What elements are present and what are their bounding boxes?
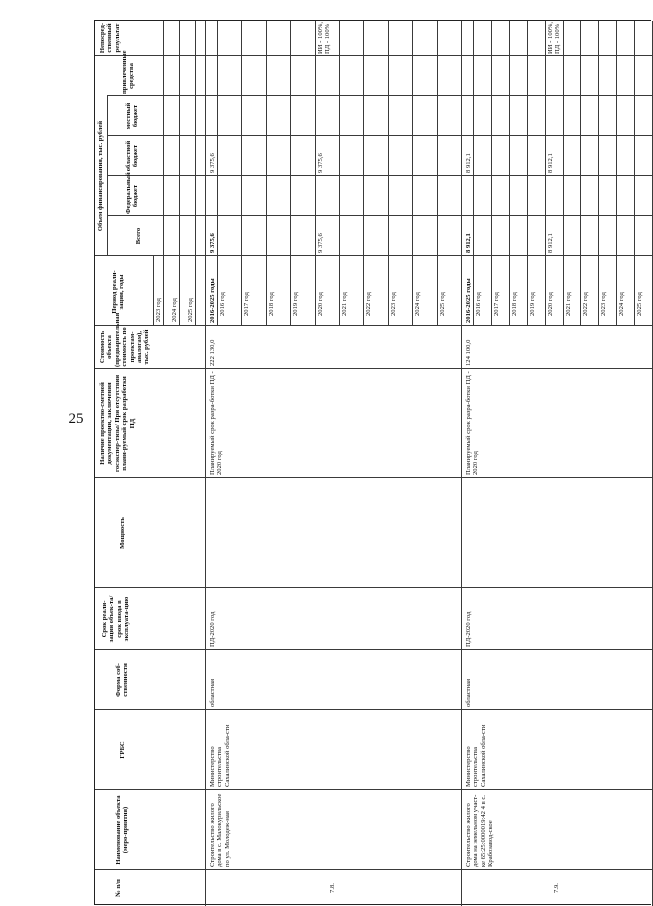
funding-column-line bbox=[107, 215, 652, 216]
year-label: 2018 год bbox=[510, 292, 518, 316]
year-row-line bbox=[634, 21, 635, 326]
result-value: ИИ - 100%, ПД - 100% bbox=[316, 21, 331, 54]
regional-value: 9 375,6 bbox=[209, 153, 216, 173]
header-result: Непосред-ственный результат bbox=[99, 22, 121, 54]
column-line bbox=[95, 325, 652, 326]
row-number: 7.9. bbox=[552, 883, 560, 893]
doc-status: Планируемый срок разра-ботки ПД - 2020 год bbox=[209, 371, 224, 475]
cost-value: 222 130,0 bbox=[209, 339, 216, 366]
top-year-label: 2025 год bbox=[187, 298, 194, 322]
header-bottom-line bbox=[205, 21, 206, 906]
year-row-line bbox=[563, 21, 564, 326]
header-cost: Стоимость объекта (предварительная стоимость по проектам-аналогам), тыс. рублей bbox=[99, 312, 151, 367]
term-value: ПД-2020 год bbox=[209, 611, 216, 647]
year-row-line bbox=[437, 21, 438, 326]
year-label: 2023 год bbox=[600, 292, 608, 316]
top-years-bottom-line bbox=[153, 256, 154, 326]
year-regional-value: 8 912,1 bbox=[546, 153, 554, 173]
year-regional-value: 9 375,6 bbox=[316, 153, 324, 173]
year-label: 2021 год bbox=[564, 292, 572, 316]
year-row-line bbox=[217, 21, 218, 326]
column-line bbox=[95, 709, 652, 710]
year-row-line bbox=[412, 21, 413, 326]
column-line bbox=[95, 587, 652, 588]
grbs-value: Министерство строительства Сахалинской обла-сти bbox=[209, 724, 231, 787]
header-name: Наименование объекта (меро-приятия) bbox=[115, 795, 130, 865]
year-label: 2017 год bbox=[492, 292, 500, 316]
year-label: 2020 год bbox=[316, 292, 324, 316]
top-year-label: 2024 год bbox=[171, 298, 178, 322]
column-line bbox=[95, 649, 652, 650]
column-line bbox=[95, 869, 652, 870]
object-name: Строительство жилого дома в с. Малокурильское по ул. Молодеж-ная bbox=[209, 793, 231, 867]
top-year-line bbox=[163, 21, 164, 326]
header-regional: областной бюджет bbox=[125, 140, 140, 172]
object-name: Строительство жилого дома на земельном участ-ке 65:25:0000019:42 4 в с. Крабозавод-ское bbox=[465, 794, 495, 867]
year-row-line bbox=[266, 21, 267, 326]
column-line bbox=[95, 55, 652, 56]
row-bottom-line bbox=[461, 21, 462, 906]
year-label: 2024 год bbox=[414, 292, 422, 316]
column-line bbox=[95, 368, 652, 369]
year-label: 2020 год bbox=[546, 292, 554, 316]
ownership-value: областная bbox=[465, 678, 472, 707]
year-row-line bbox=[339, 21, 340, 326]
year-total-value: 8 912,1 bbox=[546, 233, 554, 253]
year-label: 2016 год bbox=[219, 292, 226, 316]
year-row-line bbox=[315, 21, 316, 326]
year-row-line bbox=[473, 21, 474, 326]
year-label: 2019 год bbox=[528, 292, 536, 316]
year-label: 2018 год bbox=[267, 292, 275, 316]
header-total: Всего bbox=[135, 227, 142, 245]
year-total-value: 9 375,6 bbox=[316, 233, 324, 253]
row-number: 7.8. bbox=[329, 883, 336, 893]
column-line bbox=[95, 477, 652, 478]
year-row-line bbox=[616, 21, 617, 326]
top-year-line bbox=[179, 21, 180, 326]
period-total: 2016-2025 годы bbox=[209, 278, 216, 323]
year-label: 2024 год bbox=[618, 292, 626, 316]
header-period: Период реали-зации, годы bbox=[111, 270, 126, 314]
top-year-line bbox=[195, 21, 196, 326]
doc-status: Планируемый срок разра-ботки ПД - 2020 год bbox=[465, 371, 480, 475]
period-total: 2016-2025 годы bbox=[465, 278, 472, 323]
year-row-line bbox=[388, 21, 389, 326]
total-value: 9 375,6 bbox=[209, 233, 216, 253]
year-row-line bbox=[509, 21, 510, 326]
year-label: 2021 год bbox=[341, 292, 348, 316]
year-label: 2016 год bbox=[475, 292, 482, 316]
header-capacity: Мощность bbox=[119, 517, 126, 549]
page-number: 25 bbox=[68, 411, 84, 427]
year-row-line bbox=[527, 21, 528, 326]
funding-column-line bbox=[107, 175, 652, 176]
column-line bbox=[95, 789, 652, 790]
header-num: № п/п bbox=[115, 879, 122, 897]
funding-column-line bbox=[107, 95, 652, 96]
top-year-label: 2023 год bbox=[155, 298, 162, 322]
year-label: 2019 год bbox=[292, 292, 300, 316]
rotated-table bbox=[94, 20, 651, 905]
cost-value: 124 100,0 bbox=[465, 339, 472, 366]
table-body bbox=[95, 21, 652, 906]
total-value: 8 912,1 bbox=[465, 233, 472, 253]
grbs-value: Министерство строительства Сахалинской обла-сти bbox=[465, 724, 487, 787]
year-row-line bbox=[545, 21, 546, 326]
year-label: 2025 год bbox=[636, 292, 644, 316]
year-label: 2023 год bbox=[389, 292, 397, 316]
header-grbs: ГРБС bbox=[119, 741, 126, 759]
year-label: 2022 год bbox=[582, 292, 590, 316]
regional-value: 8 912,1 bbox=[465, 153, 472, 173]
year-row-line bbox=[363, 21, 364, 326]
year-label: 2017 год bbox=[243, 292, 251, 316]
year-row-line bbox=[580, 21, 581, 326]
year-label: 2022 год bbox=[365, 292, 373, 316]
header-funding: Объем финансирования, тыс. рублей bbox=[97, 120, 104, 232]
year-label: 2025 год bbox=[438, 292, 446, 316]
ownership-value: областная bbox=[209, 678, 216, 707]
term-value: ПД-2020 год bbox=[465, 611, 472, 647]
year-row-line bbox=[598, 21, 599, 326]
year-row-line bbox=[290, 21, 291, 326]
year-row-line bbox=[241, 21, 242, 326]
header-federal: Федеральный бюджет bbox=[125, 172, 140, 214]
header-doc: Наличие проектно-сметной документации, заключения госэкспер-тизы/ При отсутствии плани-руемый срок разработки ПД bbox=[99, 375, 136, 473]
funding-subheader-line bbox=[107, 96, 108, 256]
header-local: местный бюджет bbox=[125, 102, 140, 130]
header-ownership: Форма соб-ственности bbox=[115, 663, 130, 697]
funding-column-line bbox=[107, 135, 652, 136]
header-private: привлеченные средства bbox=[121, 50, 136, 94]
year-row-line bbox=[491, 21, 492, 326]
result-value: ИИ - 100%, ПД - 100% bbox=[546, 21, 561, 54]
header-term: Срок реали-зации объек-та/ срок ввода в эксплуата-цию bbox=[101, 595, 131, 643]
